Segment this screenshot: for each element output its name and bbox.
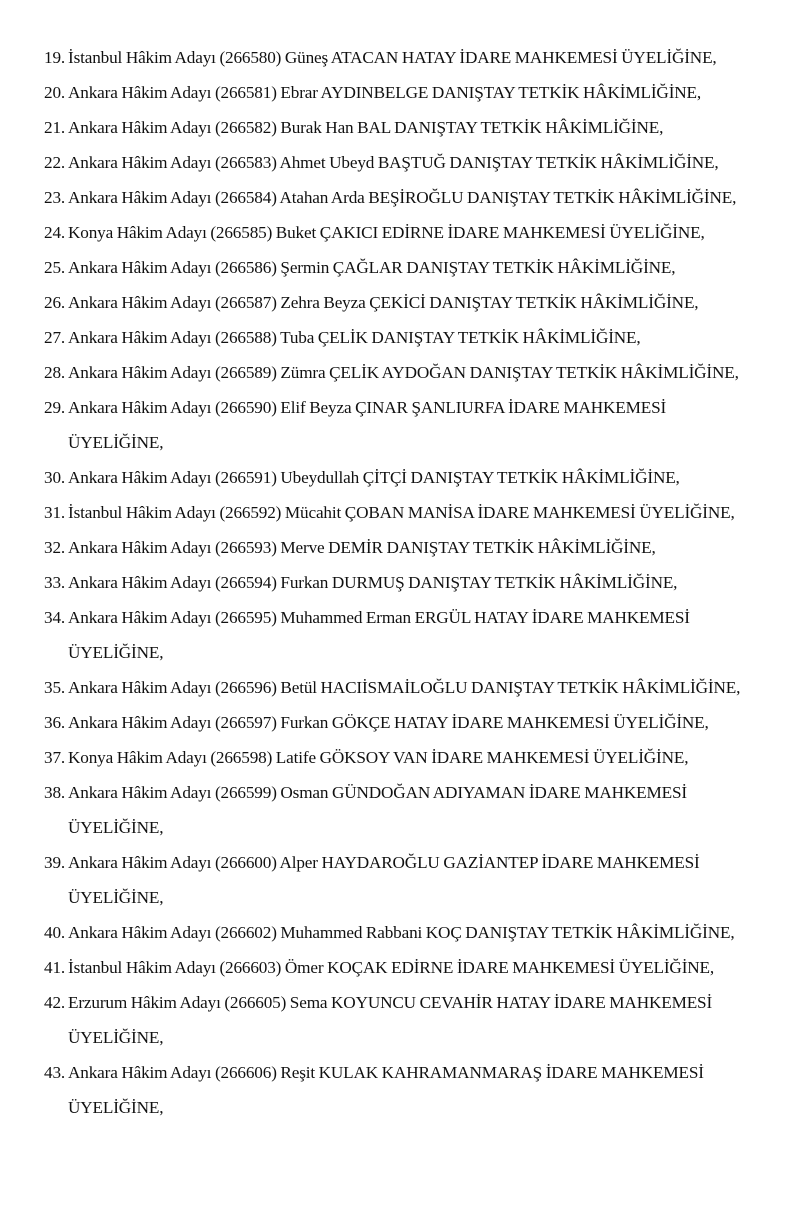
item-text-continuation: ÜYELİĞİNE, [68, 1098, 164, 1117]
item-number: 19. [44, 48, 66, 67]
list-item [44, 250, 764, 285]
item-number: 31. [44, 503, 66, 522]
list-item [44, 1055, 764, 1125]
appointment-list [44, 40, 764, 1125]
item-number: 26. [44, 293, 66, 312]
item-text: Ankara Hâkim Adayı (266593) Merve DEMİR DANIŞTAY TETKİK HÂKİMLİĞİNE, [68, 538, 656, 557]
item-number: 22. [44, 153, 66, 172]
list-item [44, 775, 764, 845]
item-text: İstanbul Hâkim Adayı (266592) Mücahit ÇOBAN MANİSA İDARE MAHKEMESİ ÜYELİĞİNE, [68, 503, 735, 522]
item-text: Ankara Hâkim Adayı (266599) Osman GÜNDOĞAN ADIYAMAN İDARE MAHKEMESİ [68, 783, 687, 802]
item-number: 20. [44, 83, 66, 102]
list-item [44, 495, 764, 530]
list-item [44, 530, 764, 565]
item-number: 39. [44, 853, 66, 872]
item-text: Ankara Hâkim Adayı (266596) Betül HACIİSMAİLOĞLU DANIŞTAY TETKİK HÂKİMLİĞİNE, [68, 678, 741, 697]
item-number: 41. [44, 958, 66, 977]
list-item [44, 110, 764, 145]
list-item [44, 215, 764, 250]
item-number: 30. [44, 468, 66, 487]
item-text: Erzurum Hâkim Adayı (266605) Sema KOYUNCU CEVAHİR HATAY İDARE MAHKEMESİ [68, 993, 713, 1012]
item-number: 25. [44, 258, 66, 277]
item-text-continuation: ÜYELİĞİNE, [68, 643, 164, 662]
item-number: 43. [44, 1063, 66, 1082]
list-item [44, 320, 764, 355]
item-text-continuation: ÜYELİĞİNE, [68, 433, 164, 452]
item-number: 29. [44, 398, 66, 417]
item-number: 23. [44, 188, 66, 207]
item-text: Ankara Hâkim Adayı (266583) Ahmet Ubeyd BAŞTUĞ DANIŞTAY TETKİK HÂKİMLİĞİNE, [68, 153, 719, 172]
item-number: 42. [44, 993, 66, 1012]
list-item [44, 705, 764, 740]
item-number: 37. [44, 748, 66, 767]
item-text: Ankara Hâkim Adayı (266606) Reşit KULAK KAHRAMANMARAŞ İDARE MAHKEMESİ [68, 1063, 704, 1082]
list-item [44, 390, 764, 460]
item-number: 36. [44, 713, 66, 732]
item-text: Ankara Hâkim Adayı (266590) Elif Beyza ÇINAR ŞANLIURFA İDARE MAHKEMESİ [68, 398, 667, 417]
item-text: Konya Hâkim Adayı (266598) Latife GÖKSOY VAN İDARE MAHKEMESİ ÜYELİĞİNE, [68, 748, 689, 767]
item-number: 27. [44, 328, 66, 347]
item-number: 33. [44, 573, 66, 592]
list-item [44, 285, 764, 320]
item-number: 40. [44, 923, 66, 942]
list-item [44, 565, 764, 600]
item-text-continuation: ÜYELİĞİNE, [68, 888, 164, 907]
list-item [44, 75, 764, 110]
item-text: Ankara Hâkim Adayı (266581) Ebrar AYDINBELGE DANIŞTAY TETKİK HÂKİMLİĞİNE, [68, 83, 702, 102]
item-number: 24. [44, 223, 66, 242]
item-text: Ankara Hâkim Adayı (266589) Zümra ÇELİK AYDOĞAN DANIŞTAY TETKİK HÂKİMLİĞİNE, [68, 363, 739, 382]
item-number: 38. [44, 783, 66, 802]
item-text: İstanbul Hâkim Adayı (266603) Ömer KOÇAK EDİRNE İDARE MAHKEMESİ ÜYELİĞİNE, [68, 958, 715, 977]
list-item [44, 915, 764, 950]
item-text-continuation: ÜYELİĞİNE, [68, 1028, 164, 1047]
list-item [44, 40, 764, 75]
list-item [44, 355, 764, 390]
item-text: Ankara Hâkim Adayı (266595) Muhammed Erman ERGÜL HATAY İDARE MAHKEMESİ [68, 608, 690, 627]
list-item [44, 740, 764, 775]
item-text: Ankara Hâkim Adayı (266591) Ubeydullah ÇİTÇİ DANIŞTAY TETKİK HÂKİMLİĞİNE, [68, 468, 680, 487]
item-text: Ankara Hâkim Adayı (266586) Şermin ÇAĞLAR DANIŞTAY TETKİK HÂKİMLİĞİNE, [68, 258, 676, 277]
item-text: Ankara Hâkim Adayı (266582) Burak Han BAL DANIŞTAY TETKİK HÂKİMLİĞİNE, [68, 118, 664, 137]
item-text: Ankara Hâkim Adayı (266602) Muhammed Rabbani KOÇ DANIŞTAY TETKİK HÂKİMLİĞİNE, [68, 923, 735, 942]
item-number: 21. [44, 118, 66, 137]
list-item [44, 670, 764, 705]
item-number: 34. [44, 608, 66, 627]
list-item [44, 845, 764, 915]
item-text: Ankara Hâkim Adayı (266584) Atahan Arda BEŞİROĞLU DANIŞTAY TETKİK HÂKİMLİĞİNE, [68, 188, 737, 207]
item-text: Ankara Hâkim Adayı (266600) Alper HAYDAROĞLU GAZİANTEP İDARE MAHKEMESİ [68, 853, 700, 872]
item-text: Ankara Hâkim Adayı (266588) Tuba ÇELİK DANIŞTAY TETKİK HÂKİMLİĞİNE, [68, 328, 641, 347]
item-number: 35. [44, 678, 66, 697]
item-text: İstanbul Hâkim Adayı (266580) Güneş ATACAN HATAY İDARE MAHKEMESİ ÜYELİĞİNE, [68, 48, 717, 67]
list-item [44, 460, 764, 495]
item-number: 32. [44, 538, 66, 557]
list-item [44, 180, 764, 215]
list-item [44, 600, 764, 670]
list-item [44, 985, 764, 1055]
item-text: Ankara Hâkim Adayı (266594) Furkan DURMUŞ DANIŞTAY TETKİK HÂKİMLİĞİNE, [68, 573, 678, 592]
item-text: Ankara Hâkim Adayı (266587) Zehra Beyza ÇEKİCİ DANIŞTAY TETKİK HÂKİMLİĞİNE, [68, 293, 699, 312]
list-item [44, 145, 764, 180]
item-number: 28. [44, 363, 66, 382]
item-text: Konya Hâkim Adayı (266585) Buket ÇAKICI EDİRNE İDARE MAHKEMESİ ÜYELİĞİNE, [68, 223, 705, 242]
item-text: Ankara Hâkim Adayı (266597) Furkan GÖKÇE HATAY İDARE MAHKEMESİ ÜYELİĞİNE, [68, 713, 709, 732]
list-item [44, 950, 764, 985]
item-text-continuation: ÜYELİĞİNE, [68, 818, 164, 837]
